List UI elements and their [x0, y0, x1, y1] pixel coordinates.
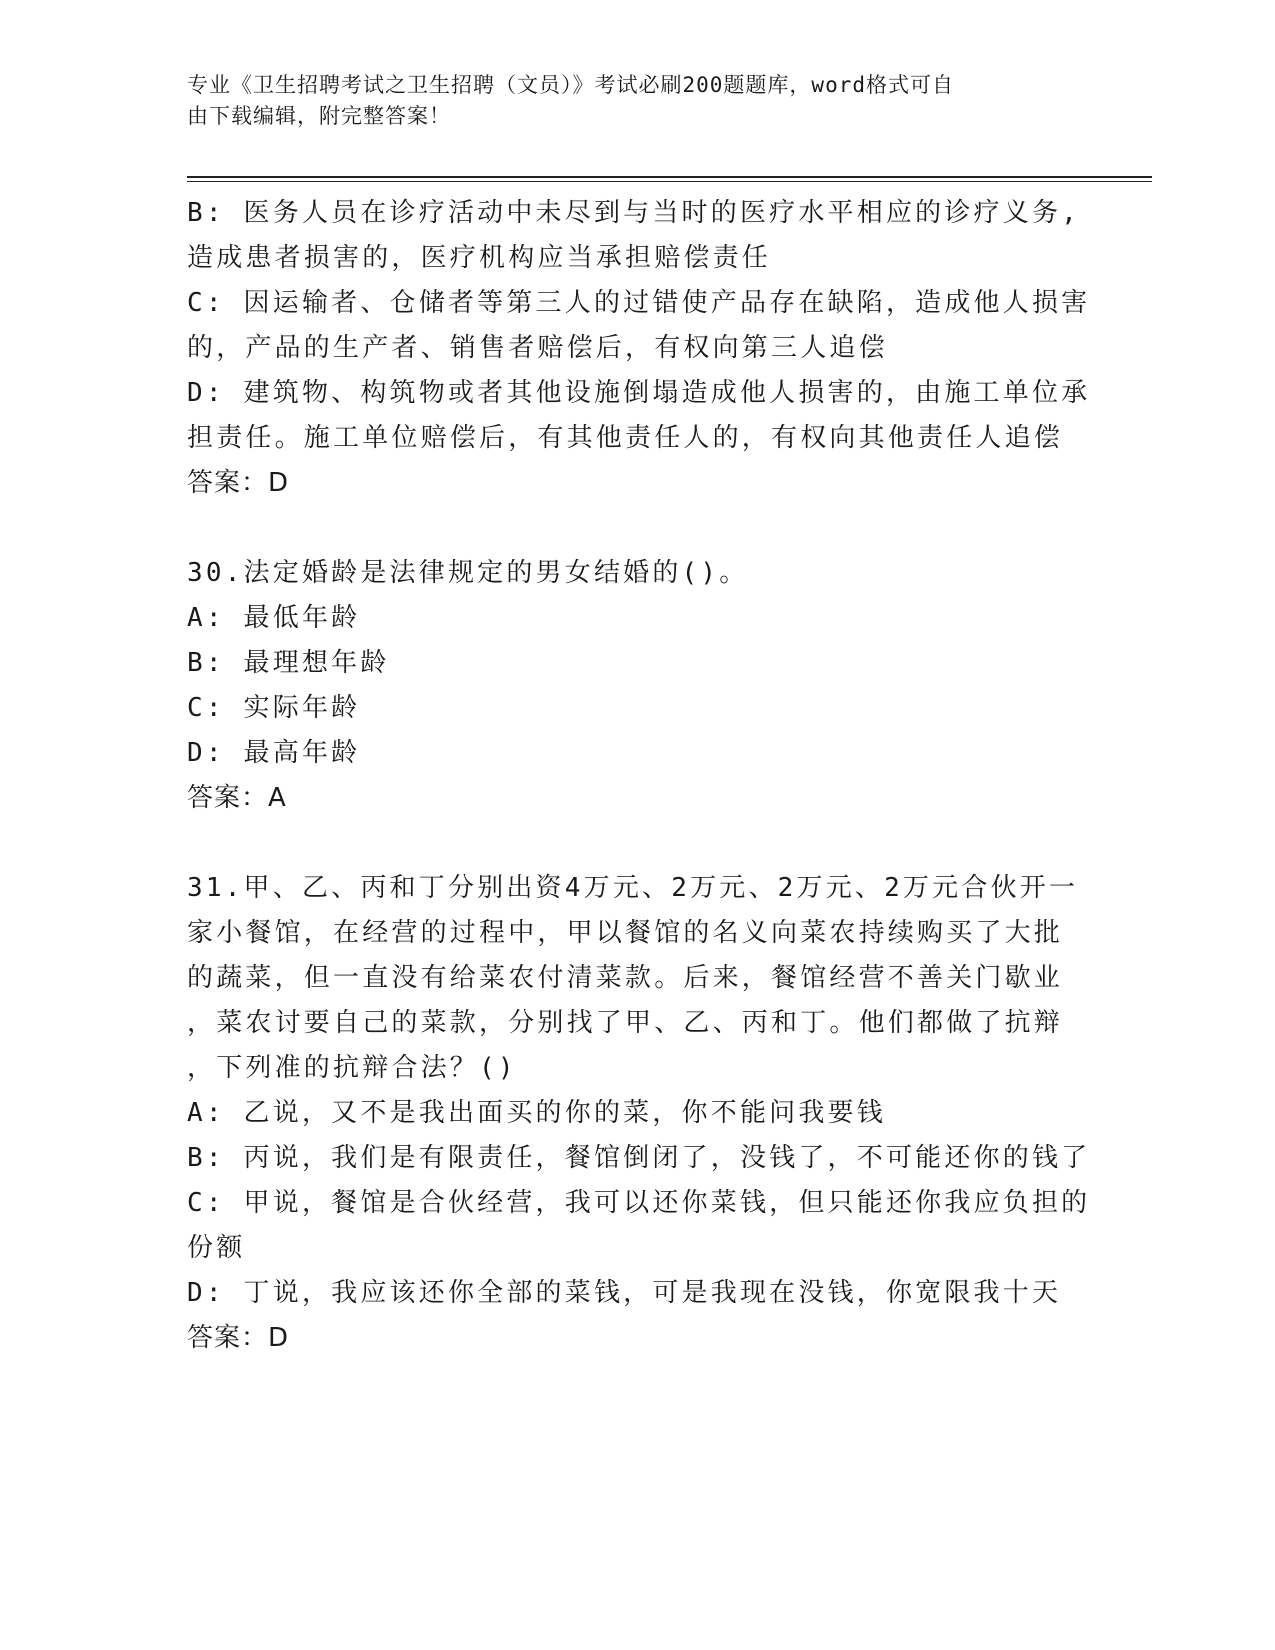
document-header: [187, 70, 1067, 132]
q30-option-b: B: 最理想年龄: [187, 648, 390, 678]
question-29-block: [187, 191, 1091, 506]
q29-option-d-line-2: 担责任。施工单位赔偿后，有其他责任人的，有权向其他责任人追偿: [187, 423, 1064, 453]
header-divider-thick: [187, 176, 1152, 178]
question-31-block: [187, 866, 1091, 1361]
q30-question: 30.法定婚龄是法律规定的男女结婚的()。: [187, 558, 749, 588]
question-30-block: [187, 551, 1087, 821]
spacer: [187, 821, 1087, 866]
q29-option-b-line-2: 造成患者损害的，医疗机构应当承担赔偿责任: [187, 243, 772, 273]
q30-option-c: C: 实际年龄: [187, 693, 361, 723]
header-title-line-2: 由下载编辑，附完整答案！: [187, 104, 451, 128]
q31-question-line-1: 31.甲、乙、丙和丁分别出资4万元、2万元、2万元、2万元合伙开一: [187, 873, 1079, 903]
q29-option-b-line-1: B: 医务人员在诊疗活动中未尽到与当时的医疗水平相应的诊疗义务,: [187, 198, 1081, 228]
q29-answer: 答案：D: [187, 468, 290, 498]
q31-question-line-4: ，菜农讨要自己的菜款，分别找了甲、乙、丙和丁。他们都做了抗辩: [187, 1008, 1064, 1038]
spacer: [187, 506, 1087, 551]
q31-option-a: A: 乙说，又不是我出面买的你的菜，你不能问我要钱: [187, 1098, 886, 1128]
q31-option-b: B: 丙说，我们是有限责任，餐馆倒闭了，没钱了，不可能还你的钱了: [187, 1143, 1091, 1173]
header-divider-thin: [187, 181, 1152, 182]
q31-option-c-line-1: C: 甲说，餐馆是合伙经营，我可以还你菜钱，但只能还你我应负担的: [187, 1188, 1091, 1218]
q30-option-d: D: 最高年龄: [187, 738, 361, 768]
q29-option-c-line-2: 的，产品的生产者、销售者赔偿后，有权向第三人追偿: [187, 333, 888, 363]
q31-answer: 答案：D: [187, 1323, 290, 1353]
q29-option-c-line-1: C: 因运输者、仓储者等第三人的过错使产品存在缺陷，造成他人损害: [187, 288, 1091, 318]
q31-question-line-5: ，下列准的抗辩合法？(): [187, 1053, 517, 1083]
q30-option-a: A: 最低年龄: [187, 603, 361, 633]
q31-question-line-3: 的蔬菜，但一直没有给菜农付清菜款。后来，餐馆经营不善关门歇业: [187, 963, 1064, 993]
header-title-line-1: 专业《卫生招聘考试之卫生招聘（文员）》考试必刷200题题库，word格式可自: [187, 73, 954, 97]
q29-option-d-line-1: D: 建筑物、构筑物或者其他设施倒塌造成他人损害的，由施工单位承: [187, 378, 1091, 408]
q31-option-d: D: 丁说，我应该还你全部的菜钱，可是我现在没钱，你宽限我十天: [187, 1278, 1062, 1308]
q30-answer: 答案：A: [187, 783, 287, 813]
document-body: [187, 191, 1091, 1361]
q31-question-line-2: 家小餐馆，在经营的过程中，甲以餐馆的名义向菜农持续购买了大批: [187, 918, 1064, 948]
q31-option-c-line-2: 份额: [187, 1233, 246, 1263]
